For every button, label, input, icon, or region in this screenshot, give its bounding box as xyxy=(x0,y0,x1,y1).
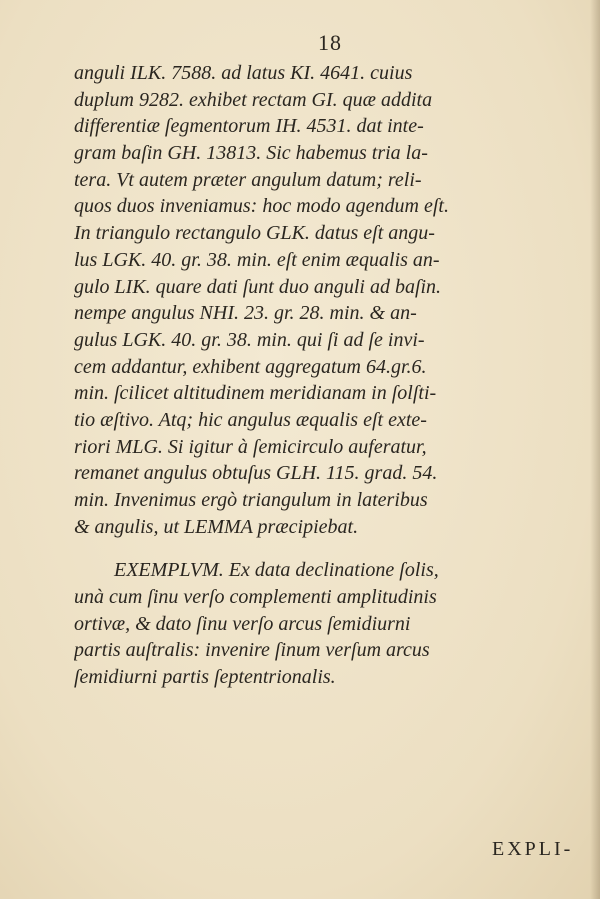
example-line: partis auſtralis: invenire ſinum verſum arcus xyxy=(74,639,430,662)
main-text xyxy=(74,60,574,691)
text-line: gulo LIK. quare dati ſunt duo anguli ad baſin. xyxy=(74,275,442,298)
text-line: quos duos inveniamus: hoc modo agendum eſt. xyxy=(74,195,449,218)
example-line: ortivæ, & dato ſinu verſo arcus ſemidiurni xyxy=(74,612,411,635)
paragraph-gap xyxy=(74,540,574,557)
text-line: In triangulo rectangulo GLK. datus eſt angu- xyxy=(74,222,435,245)
page-number: 18 xyxy=(318,30,342,55)
text-line: tio æſtivo. Atq; hic angulus æqualis eſt exte- xyxy=(74,408,427,431)
text-line: duplum 9282. exhibet rectam GI. quæ addita xyxy=(74,88,433,111)
text-line: riori MLG. Si igitur à ſemicirculo auferatur, xyxy=(74,435,427,458)
text-line: min. ſcilicet altitudinem meridianam in ſolſti- xyxy=(74,382,437,405)
text-line: min. Invenimus ergò triangulum in lateribus xyxy=(74,489,428,511)
example-line: EXEMPLVM. Ex data declinatione ſolis, xyxy=(114,559,439,582)
text-line: gulus LGK. 40. gr. 38. min. qui ſi ad ſe invi- xyxy=(74,328,425,351)
page-edge-shadow xyxy=(590,0,600,899)
text-line: cem addantur, exhibent aggregatum 64.gr.6. xyxy=(74,355,427,378)
text-line: lus LGK. 40. gr. 38. min. eſt enim æqualis an- xyxy=(74,248,440,271)
text-line: differentiæ ſegmentorum IH. 4531. dat inte- xyxy=(74,115,424,138)
example-line: ſemidiurni partis ſeptentrionalis. xyxy=(74,666,336,689)
text-line: tera. Vt autem præter angulum datum; reli- xyxy=(74,168,422,191)
catchword: EXPLI- xyxy=(492,838,574,860)
text-line: & angulis, ut LEMMA præcipiebat. xyxy=(74,515,359,538)
text-line: gram baſin GH. 13813. Sic habemus tria la- xyxy=(74,142,428,165)
text-line: anguli ILK. 7588. ad latus KI. 4641. cuius xyxy=(74,62,413,84)
text-line: remanet angulus obtuſus GLH. 115. grad. 54. xyxy=(74,462,438,485)
example-line: unà cum ſinu verſo complementi amplitudinis xyxy=(74,586,437,609)
text-line: nempe angulus NHI. 23. gr. 28. min. & an- xyxy=(74,302,417,325)
